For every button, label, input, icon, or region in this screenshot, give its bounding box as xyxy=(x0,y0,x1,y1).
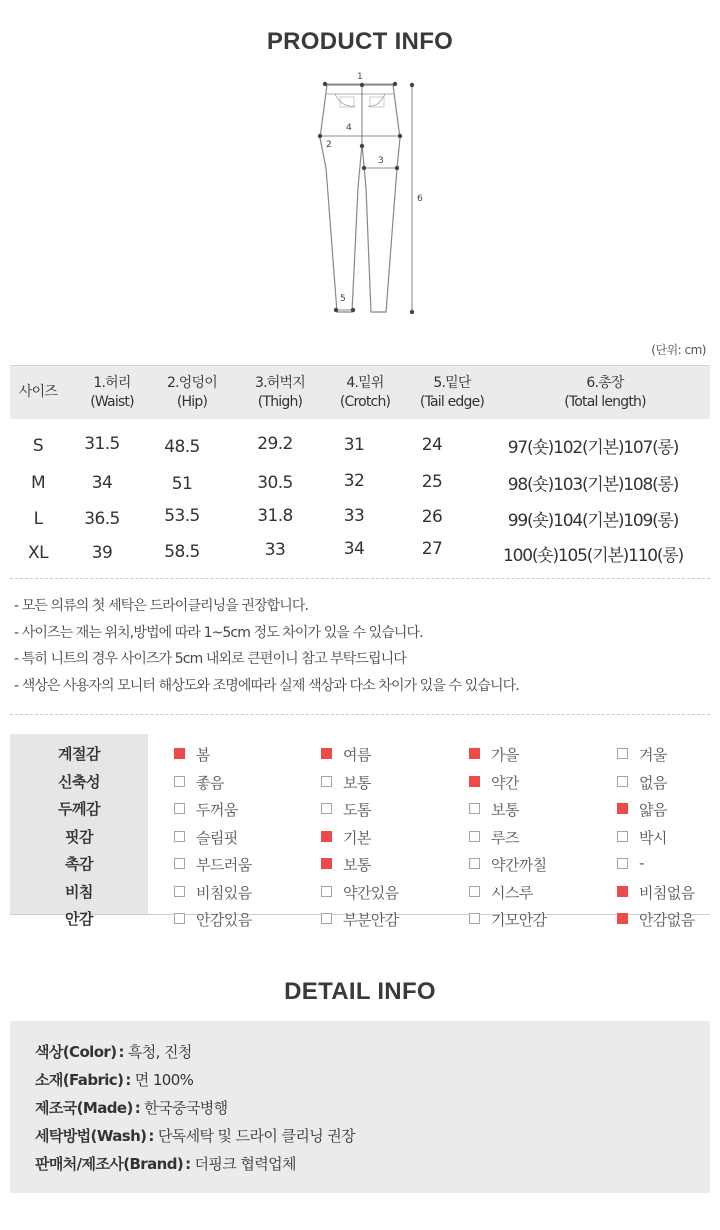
attribute-option-label: 약간까칠 xyxy=(491,856,547,874)
care-note-4: - 색상은 사용자의 모니터 해상도와 조명에따라 실제 색상과 다소 차이가 있을 수 있습니다. xyxy=(14,678,519,694)
header-size: 사이즈 xyxy=(18,384,58,400)
attribute-option-label: 겨울 xyxy=(639,746,667,764)
attribute-option-label: 비침있음 xyxy=(196,883,252,902)
attribute-option-label: 없음 xyxy=(639,773,667,792)
checked-box-icon xyxy=(469,748,480,759)
unchecked-box-icon xyxy=(469,803,480,814)
checked-box-icon xyxy=(321,831,332,842)
attribute-option-label: 안감있음 xyxy=(196,911,252,929)
pants-outline xyxy=(320,85,400,312)
unchecked-box-icon xyxy=(469,886,480,897)
unchecked-box-icon xyxy=(617,748,628,759)
header-crotch: 4.밑위 (Crotch) xyxy=(339,375,391,410)
attribute-option-label: 봄 xyxy=(196,746,210,764)
care-note-1: - 모든 의류의 첫 세탁은 드라이클리닝을 권장합니다. xyxy=(14,598,309,614)
unchecked-box-icon xyxy=(469,858,480,869)
attribute-option-label: 루즈 xyxy=(491,828,519,847)
diagram-label-5: 5 xyxy=(340,294,346,304)
attribute-option-label: 약간있음 xyxy=(343,883,399,902)
attribute-option-label: 여름 xyxy=(343,746,371,764)
detail-row-wash: 세탁방법(Wash) : 단독세탁 및 드라이 클리닝 권장 xyxy=(35,1127,356,1145)
checked-box-icon xyxy=(617,803,628,814)
unchecked-box-icon xyxy=(321,886,332,897)
care-note-2: - 사이즈는 재는 위치,방법에 따라 1~5cm 정도 차이가 있을 수 있습니다. xyxy=(14,625,423,641)
unchecked-box-icon xyxy=(617,831,628,842)
diagram-label-2: 2 xyxy=(326,140,332,150)
attribute-option-label: 부드러움 xyxy=(196,856,252,874)
header-thigh: 3.허벅지 (Thigh) xyxy=(255,375,305,410)
attribute-option-label: 비침없음 xyxy=(639,883,695,902)
notes-divider xyxy=(10,714,710,715)
header-hip: 2.엉덩이 (Hip) xyxy=(167,375,217,410)
attribute-option-label: 두꺼움 xyxy=(196,801,238,819)
attribute-option-label: - xyxy=(639,854,644,872)
unchecked-box-icon xyxy=(321,913,332,924)
unchecked-box-icon xyxy=(321,803,332,814)
unchecked-box-icon xyxy=(174,831,185,842)
diagram-label-1: 1 xyxy=(357,72,363,82)
attribute-label-thickness: 두께감 xyxy=(58,800,100,818)
detail-row-made: 제조국(Made) : 한국중국병행 xyxy=(35,1099,228,1117)
checked-box-icon xyxy=(321,748,332,759)
attribute-label-sheerness: 비침 xyxy=(65,882,93,901)
attribute-option-label: 박시 xyxy=(639,828,667,847)
attribute-option-label: 보통 xyxy=(343,856,371,874)
attribute-option-label: 약간 xyxy=(491,773,519,792)
unchecked-box-icon xyxy=(174,776,185,787)
unchecked-box-icon xyxy=(617,776,628,787)
detail-info-box xyxy=(10,1021,710,1193)
unchecked-box-icon xyxy=(469,913,480,924)
diagram-label-6: 6 xyxy=(417,194,423,204)
attribute-option-label: 좋음 xyxy=(196,773,224,792)
checked-box-icon xyxy=(321,858,332,869)
table-divider xyxy=(10,578,710,579)
attribute-option-label: 슬림핏 xyxy=(196,828,238,847)
attribute-option-label: 부분안감 xyxy=(343,911,399,929)
attribute-label-lining: 안감 xyxy=(65,910,93,928)
pants-measurement-diagram xyxy=(300,68,440,318)
unchecked-box-icon xyxy=(469,831,480,842)
attribute-option-label: 안감없음 xyxy=(639,911,695,929)
unchecked-box-icon xyxy=(174,886,185,897)
care-note-3: - 특히 니트의 경우 사이즈가 5cm 내외로 큰편이니 참고 부탁드립니다 xyxy=(14,651,406,667)
checked-box-icon xyxy=(469,776,480,787)
unchecked-box-icon xyxy=(617,858,628,869)
checked-box-icon xyxy=(617,886,628,897)
detail-info-title: DETAIL INFO xyxy=(284,978,436,1005)
unchecked-box-icon xyxy=(174,803,185,814)
attribute-option-label: 도톰 xyxy=(343,801,371,819)
attribute-option-label: 보통 xyxy=(491,801,519,819)
diagram-label-3: 3 xyxy=(378,156,384,166)
attribute-option-label: 기본 xyxy=(343,828,371,847)
header-tail-edge: 5.밑단 (Tail edge) xyxy=(419,375,485,410)
diagram-label-4: 4 xyxy=(346,123,352,133)
detail-row-color: 색상(Color) : 흑청, 진청 xyxy=(35,1043,192,1061)
attribute-label-texture: 촉감 xyxy=(65,855,93,873)
attribute-option-label: 가을 xyxy=(491,746,519,764)
attribute-label-fit: 핏감 xyxy=(65,827,93,846)
unchecked-box-icon xyxy=(174,858,185,869)
attribute-option-label: 기모안감 xyxy=(491,911,547,929)
attribute-label-stretch: 신축성 xyxy=(58,772,100,791)
unchecked-box-icon xyxy=(321,776,332,787)
checked-box-icon xyxy=(174,748,185,759)
attribute-label-season: 계절감 xyxy=(58,745,100,763)
product-info-title: PRODUCT INFO xyxy=(266,28,454,55)
header-total-length: 6.총장 (Total length) xyxy=(564,375,646,410)
detail-row-fabric: 소재(Fabric) : 면 100% xyxy=(35,1071,194,1089)
header-waist: 1.허리 (Waist) xyxy=(90,375,134,410)
unchecked-box-icon xyxy=(174,913,185,924)
fabric-attribute-table xyxy=(10,734,710,929)
attribute-option-label: 보통 xyxy=(343,773,371,792)
unit-note: (단위: cm) xyxy=(651,343,706,357)
detail-row-brand: 판매처/제조사(Brand) : 더핑크 협력업체 xyxy=(35,1155,296,1173)
attribute-option-label: 시스루 xyxy=(491,883,533,902)
checked-box-icon xyxy=(617,913,628,924)
size-table-header xyxy=(10,365,710,419)
attribute-option-label: 얇음 xyxy=(639,801,667,819)
